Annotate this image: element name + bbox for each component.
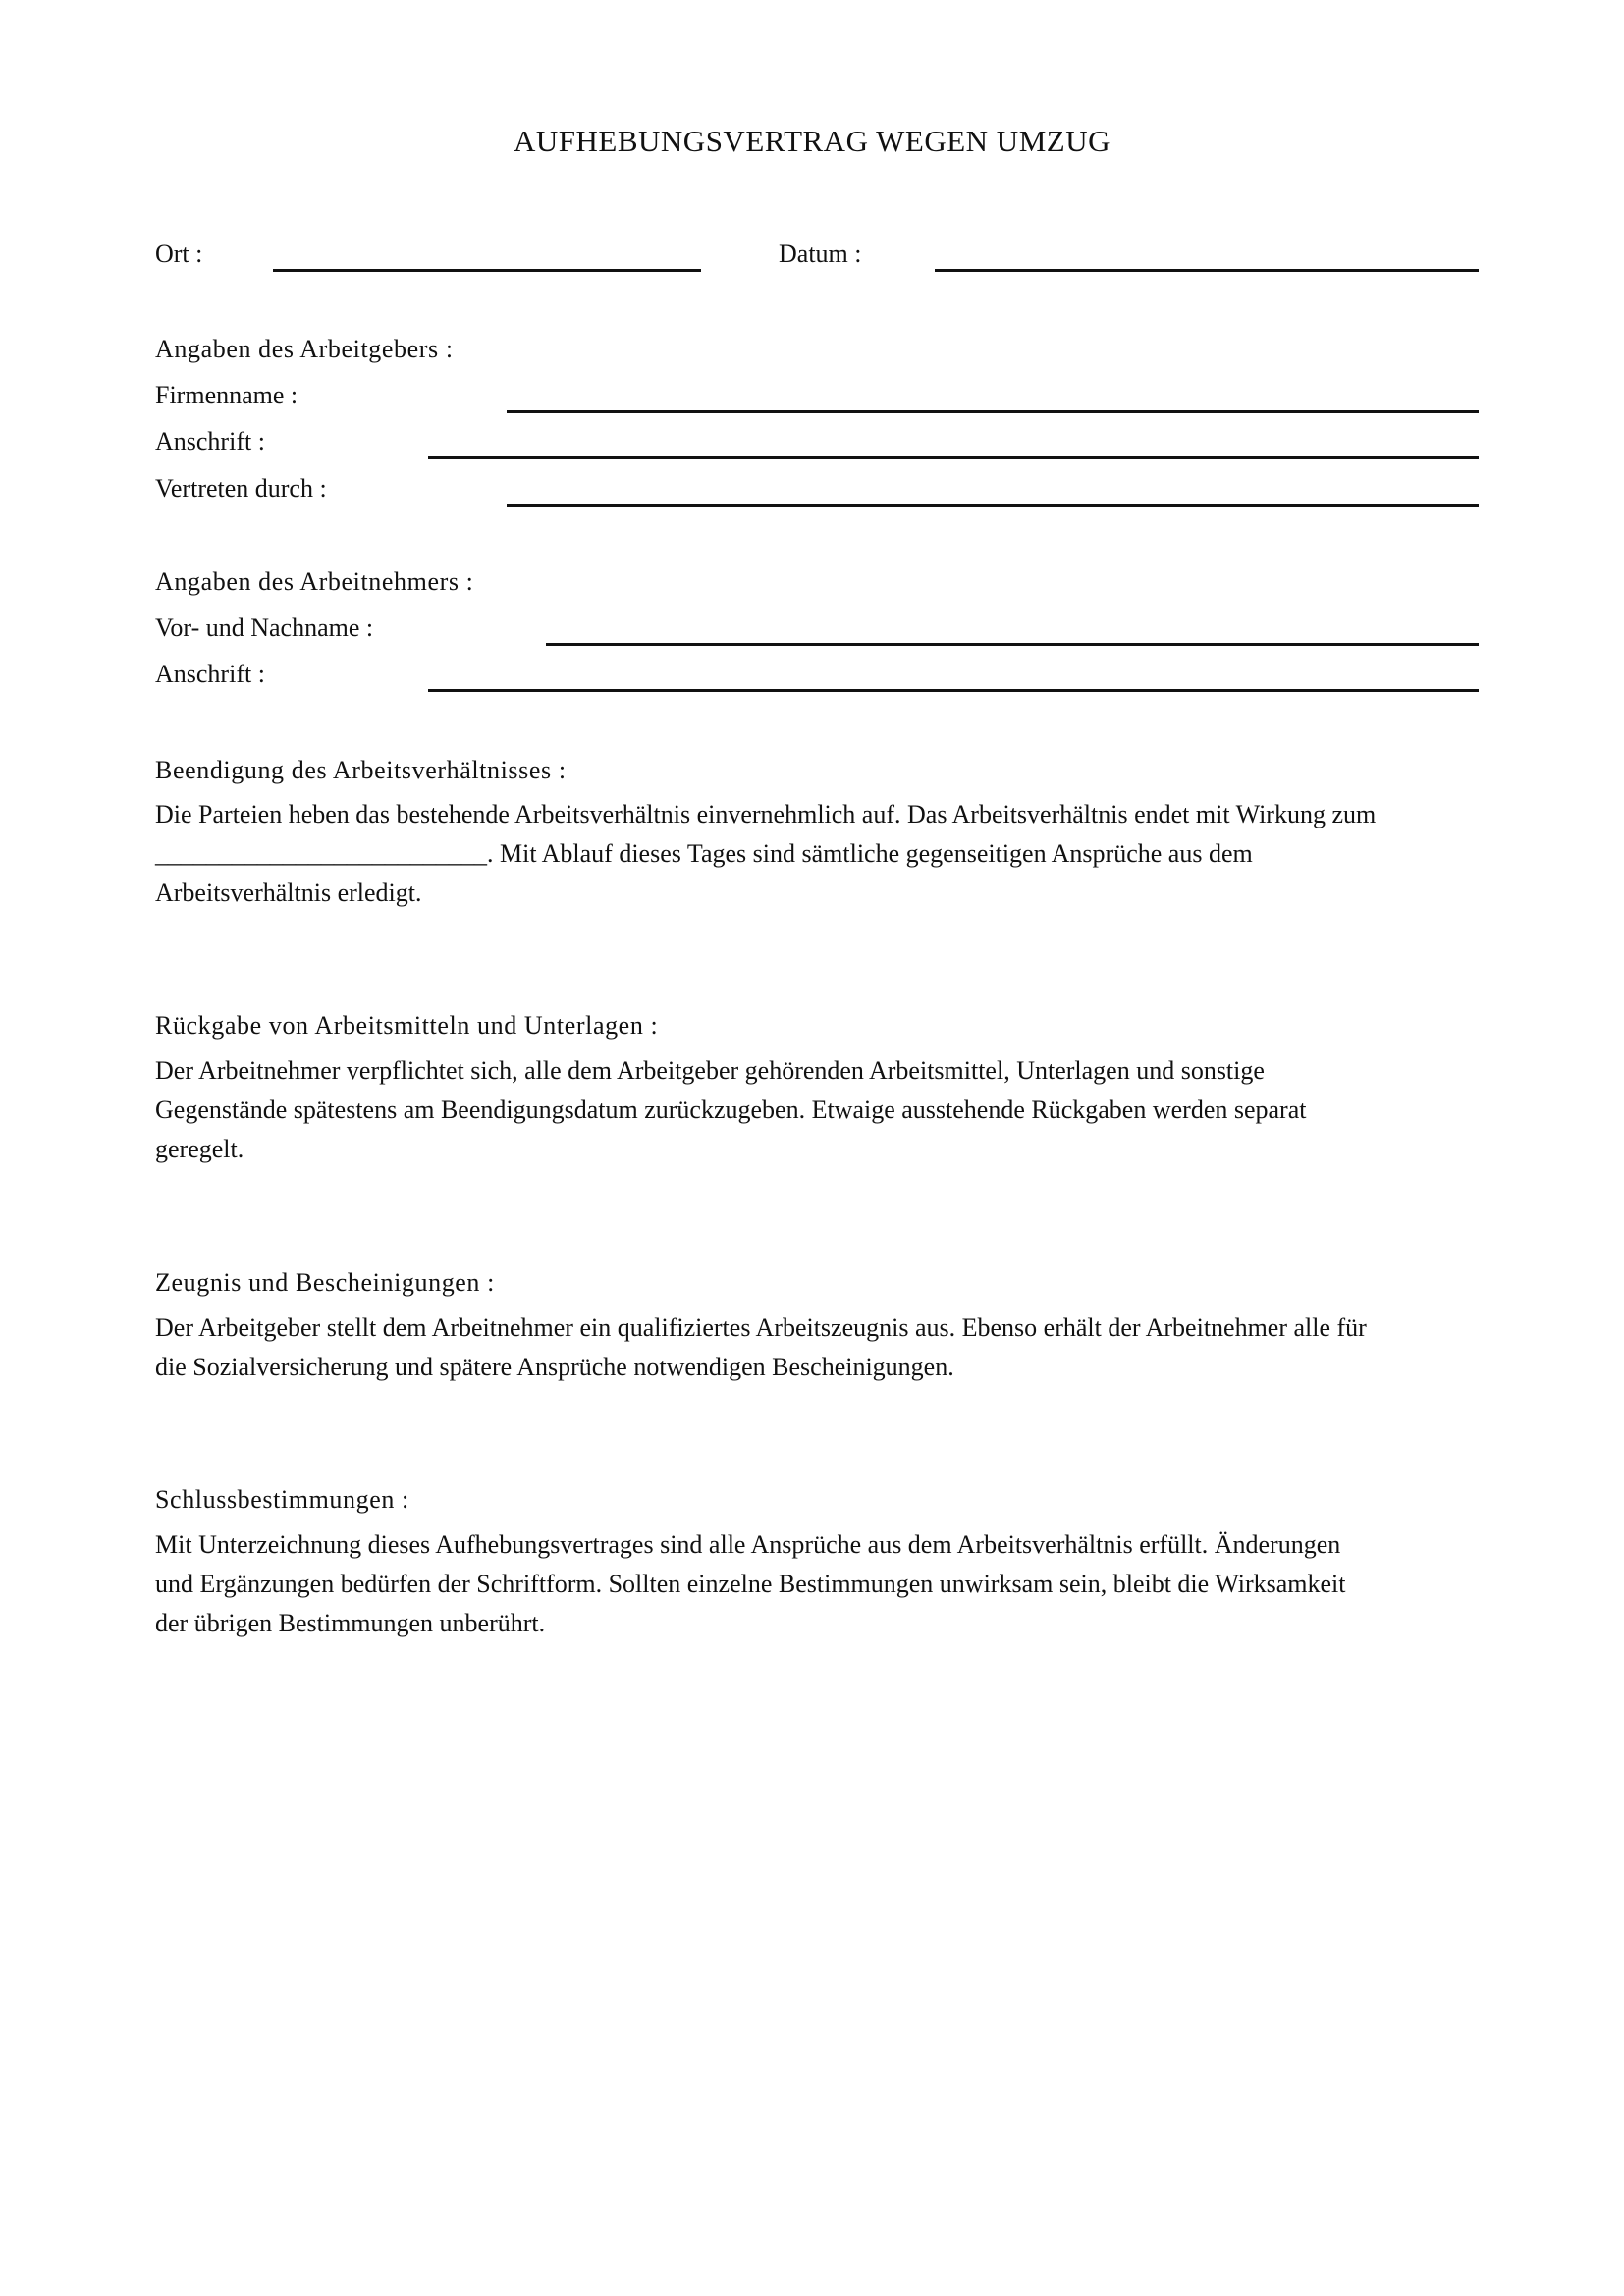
body-line: Arbeitsverhältnis erledigt. <box>155 879 422 907</box>
section-body-beendigung <box>155 795 1490 913</box>
datum-label: Datum : <box>779 240 862 268</box>
body-line: Der Arbeitnehmer verpflichtet sich, alle dem Arbeitgeber gehörenden Arbeitsmittel, Unterlagen und sonstige <box>155 1056 1265 1085</box>
firmenname-label: Firmenname : <box>155 381 298 409</box>
section-heading-schluss: Schlussbestimmungen : <box>155 1485 409 1514</box>
firmenname-field-line[interactable] <box>507 410 1479 413</box>
datum-field-line[interactable] <box>935 269 1479 272</box>
section-body-rueckgabe <box>155 1051 1490 1169</box>
arbeitnehmer-heading: Angaben des Arbeitnehmers : <box>155 567 474 596</box>
name-label: Vor- und Nachname : <box>155 614 374 642</box>
ort-label: Ort : <box>155 240 203 268</box>
section-heading-beendigung: Beendigung des Arbeitsverhältnisses : <box>155 756 567 784</box>
body-line: Mit Unterzeichnung dieses Aufhebungsvertrages sind alle Ansprüche aus dem Arbeitsverhältnis erfüllt. Änderungen <box>155 1530 1341 1559</box>
body-line: der übrigen Bestimmungen unberührt. <box>155 1609 546 1637</box>
arbeitnehmer-anschrift-label: Anschrift : <box>155 660 265 688</box>
body-line: und Ergänzungen bedürfen der Schriftform. Sollten einzelne Bestimmungen unwirksam sein, bleibt die Wirksamkeit <box>155 1570 1346 1598</box>
name-field-line[interactable] <box>546 643 1479 646</box>
body-line: Die Parteien heben das bestehende Arbeitsverhältnis einvernehmlich auf. Das Arbeitsverhältnis endet mit Wirkung zum <box>155 800 1377 828</box>
body-line: Der Arbeitgeber stellt dem Arbeitnehmer ein qualifiziertes Arbeitszeugnis aus. Ebenso erhält der Arbeitnehmer alle für <box>155 1313 1367 1342</box>
section-heading-zeugnis: Zeugnis und Bescheinigungen : <box>155 1268 495 1297</box>
section-body-zeugnis <box>155 1308 1490 1387</box>
section-body-schluss <box>155 1525 1490 1643</box>
arbeitgeber-anschrift-field-line[interactable] <box>428 456 1479 459</box>
vertreten-field-line[interactable] <box>507 504 1479 507</box>
body-line: die Sozialversicherung und spätere Ansprüche notwendigen Bescheinigungen. <box>155 1353 954 1381</box>
body-line: Gegenstände spätestens am Beendigungsdatum zurückzugeben. Etwaige ausstehende Rückgaben werden separat <box>155 1095 1307 1124</box>
vertreten-label: Vertreten durch : <box>155 474 327 503</box>
section-heading-rueckgabe: Rückgabe von Arbeitsmitteln und Unterlagen : <box>155 1011 659 1040</box>
ort-field-line[interactable] <box>273 269 701 272</box>
arbeitgeber-anschrift-label: Anschrift : <box>155 427 265 455</box>
arbeitgeber-heading: Angaben des Arbeitgebers : <box>155 335 454 363</box>
arbeitnehmer-anschrift-field-line[interactable] <box>428 689 1479 692</box>
document-title: AUFHEBUNGSVERTRAG WEGEN UMZUG <box>514 124 1110 158</box>
body-line: __________________________. Mit Ablauf dieses Tages sind sämtliche gegenseitigen Ansprüche aus dem <box>155 839 1253 868</box>
body-line: geregelt. <box>155 1135 244 1163</box>
